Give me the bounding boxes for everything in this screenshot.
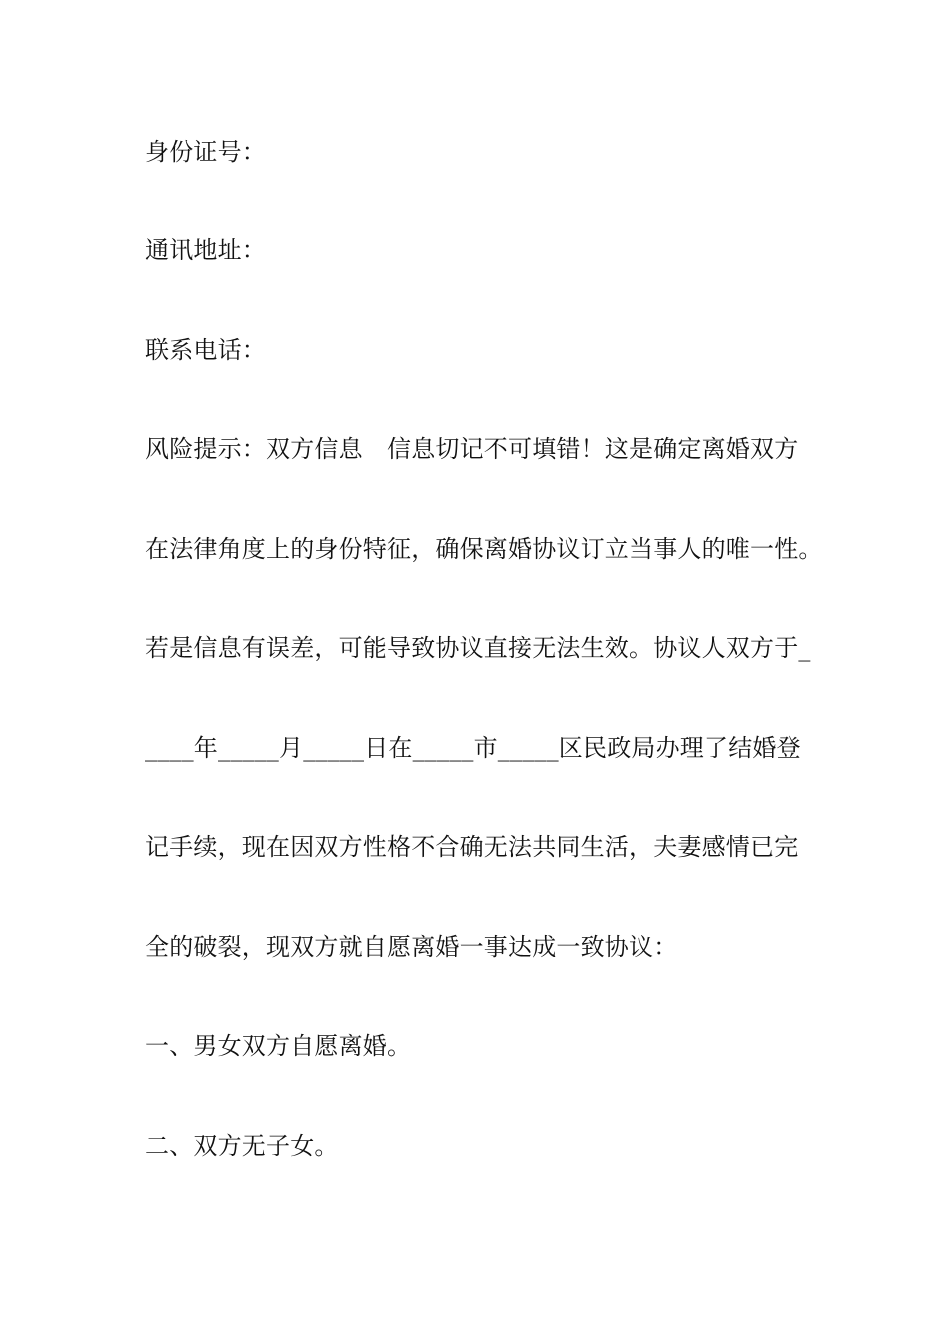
clause-one: 一、男女双方自愿离婚。 [145,1032,412,1060]
marriage-registration-line: ____年_____月_____日在_____市_____区民政局办理了结婚登 [145,734,801,762]
id-number-label: 身份证号： [145,138,266,166]
agreement-paragraph-line-2: 全的破裂，现双方就自愿离婚一事达成一致协议： [145,933,678,961]
risk-warning-line-1: 风险提示：双方信息 信息切记不可填错！这是确定离婚双方 [145,435,799,463]
risk-warning-line-2: 在法律角度上的身份特征，确保离婚协议订立当事人的唯一性。 [145,535,823,563]
clause-two: 二、双方无子女。 [145,1132,339,1160]
risk-warning-line-3: 若是信息有误差，可能导致协议直接无法生效。协议人双方于_ [145,634,811,662]
agreement-paragraph-line-1: 记手续，现在因双方性格不合确无法共同生活，夫妻感情已完 [145,833,799,861]
phone-label: 联系电话： [145,336,266,364]
address-label: 通讯地址： [145,236,266,264]
